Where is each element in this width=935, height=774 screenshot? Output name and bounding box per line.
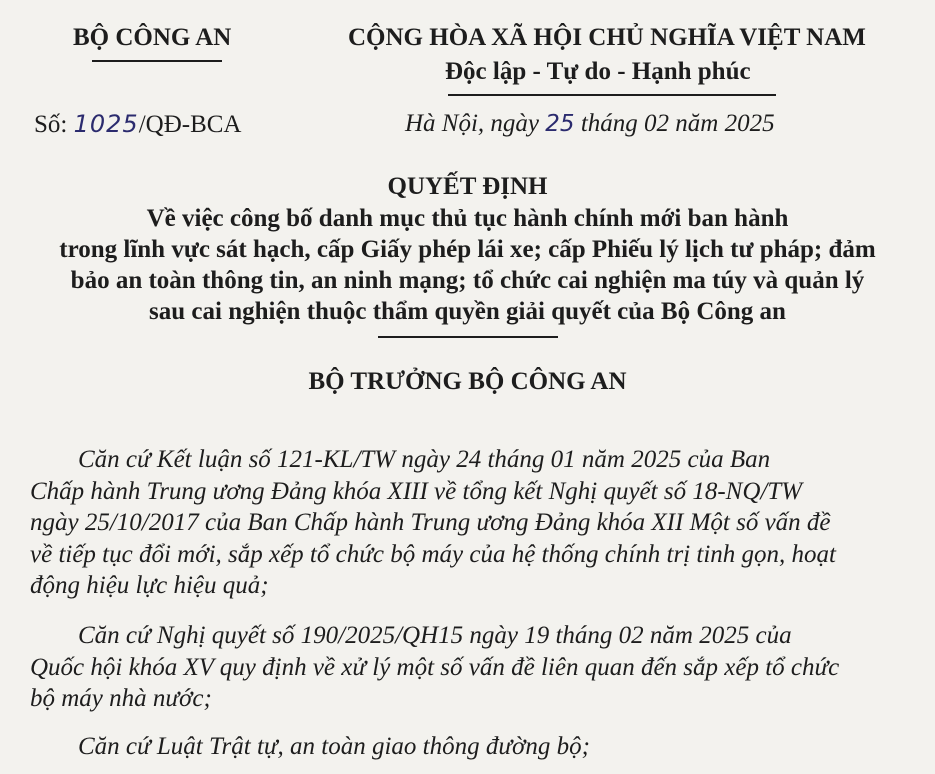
paragraph-line: động hiệu lực hiệu quả; (30, 572, 269, 599)
date-month: 02 (644, 110, 670, 137)
subject-line: sau cai nghiện thuộc thẩm quyền giải quyết của Bộ Công an (149, 298, 786, 325)
date-year: năm 2025 (675, 110, 775, 137)
subject-line: bảo an toàn thông tin, an ninh mạng; tổ chức cai nghiện ma túy và quản lý (70, 267, 865, 294)
issuing-agency: BỘ CÔNG AN (73, 24, 232, 51)
paragraph-line: Căn cứ Nghị quyết số 190/2025/QH15 ngày 19 tháng 02 năm 2025 của (78, 622, 792, 649)
subject-underline (378, 336, 558, 338)
document-title: QUYẾT ĐỊNH (387, 173, 548, 200)
document-subject (0, 203, 935, 327)
preamble-paragraph-2 (30, 620, 910, 715)
document-number (34, 110, 241, 139)
national-motto: Độc lập - Tự do - Hạnh phúc (445, 58, 751, 85)
paragraph-line: về tiếp tục đổi mới, sắp xếp tổ chức bộ máy của hệ thống chính trị tinh gọn, hoạt (30, 540, 836, 568)
date-prefix: Hà Nội, ngày (405, 110, 540, 137)
national-name: CỘNG HÒA XÃ HỘI CHỦ NGHĨA VIỆT NAM (348, 24, 866, 51)
paragraph-line: Căn cứ Luật Trật tự, an toàn giao thông đường bộ; (78, 733, 590, 760)
preamble-paragraph-3 (30, 731, 910, 763)
paragraph-line: ngày 25/10/2017 của Ban Chấp hành Trung ương Đảng khóa XII Một số vấn đề (30, 509, 831, 536)
agency-underline (92, 60, 222, 62)
paragraph-line: Chấp hành Trung ương Đảng khóa XIII về tổng kết Nghị quyết số 18-NQ/TW (30, 477, 803, 505)
motto-underline (448, 94, 776, 96)
subject-line: trong lĩnh vực sát hạch, cấp Giấy phép lái xe; cấp Phiếu lý lịch tư pháp; đảm (59, 236, 876, 263)
date-month-label: tháng (580, 110, 638, 137)
issue-date (405, 110, 775, 138)
paragraph-line: bộ máy nhà nước; (30, 685, 212, 712)
doc-number-label: Số: (34, 111, 68, 138)
doc-number-suffix: /QĐ-BCA (138, 111, 242, 138)
subject-line: Về việc công bố danh mục thủ tục hành chính mới ban hành (146, 205, 789, 232)
paragraph-line: Căn cứ Kết luận số 121-KL/TW ngày 24 tháng 01 năm 2025 của Ban (78, 446, 771, 473)
doc-number-handwritten: 1025 (73, 110, 139, 138)
paragraph-line: Quốc hội khóa XV quy định về xử lý một số vấn đề liên quan đến sắp xếp tổ chức (30, 653, 840, 681)
preamble-paragraph-1 (30, 444, 910, 602)
date-day-handwritten: 25 (545, 111, 575, 137)
issuer-title: BỘ TRƯỞNG BỘ CÔNG AN (308, 368, 627, 395)
